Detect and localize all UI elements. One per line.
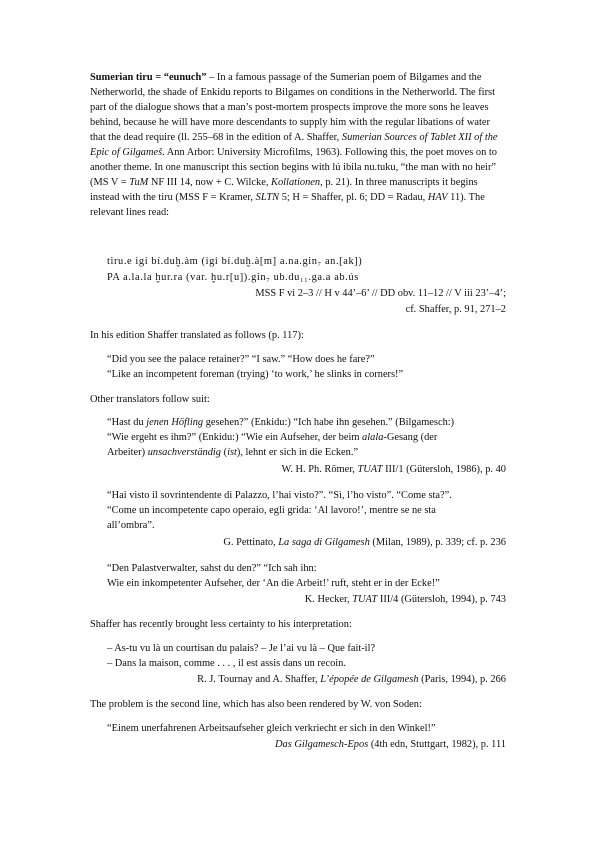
transliteration-line-1: tiru.e igi bí.duḫ.àm (igi bí.duḫ.à[m] a.na.gin₇ an.[ak]) [107, 256, 363, 267]
intro-text: – In a famous passage of the Sumerian poem of Bilgames and the Netherworld, the shade of Enkidu reports to Bilgames on conditions in the Netherworld. The first part of the dialogue shows that a man’s post-mortem prospects improve the more sons he leaves behind, because he will have more descendants to supply him with the regular libations of water that the dead require (ll. 255–68 in the edition of A. Shaffer, [90, 72, 495, 143]
tournay-quote-line-2: – Dans la maison, comme . . . , il est assis dans un recoin. [107, 658, 346, 669]
intro-text: , p. 21). In three manuscripts it begins instead with the tiru (MSS F = Kramer, [90, 177, 478, 203]
intro-abbrev-italic: TuM [129, 177, 149, 188]
intro-abbrev-italic: SLTN [255, 192, 280, 203]
intro-abbrev-italic: Kollationen [271, 177, 321, 188]
intro-paragraph [90, 70, 506, 220]
intro-text: . Ann Arbor: University Microfilms, 1963). Following this, the poet moves on to another theme. In one manuscript this section begins with lú ibila nu.tuku, “the man with no heir” (MS V = [90, 147, 497, 188]
pettinato-quote-line-1: “Hai visto il sovrintendente di Palazzo, l’hai visto?”. “Sì, l’ho visto”. “Come sta?”. [107, 490, 452, 501]
tournay-citation: R. J. Tournay and A. Shaffer, L’épopée de Gilgamesh (Paris, 1994), p. 266 [197, 674, 506, 685]
transliteration-line-2: PA a.la.la ḫur.ra (var. ḫu.r[u]).gin₇ ub.du₁₁.ga.a ab.ús [107, 272, 359, 283]
shaffer-quote-line-1: “Did you see the palace retainer?” “I saw.” “How does he fare?” [107, 354, 375, 365]
tournay-quote-line-1: – As-tu vu là un courtisan du palais? – Je l’ai vu là – Que fait-il? [107, 643, 376, 654]
romer-quote-line-2: “Wie ergeht es ihm?” (Enkidu:) “Wie ein Aufseher, der beim alala-Gesang (der [107, 432, 438, 443]
hecker-quote-line-1: “Den Palastverwalter, sahst du den?” “Ich sah ihn: [107, 563, 317, 574]
entry-heading: Sumerian tiru = “eunuch” [90, 72, 207, 83]
pettinato-quote-line-2: “Come un incompetente capo operaio, egli grida: ‘Al lavoro!’, mentre se ne sta [107, 505, 436, 516]
manuscript-reference: MSS F vi 2–3 // H v 44’–6’ // DD obv. 11–12 // V iii 23’–4’; [255, 288, 506, 299]
intro-text: 5; H = Shaffer, pl. 6; DD = Radau, [279, 192, 428, 203]
hecker-citation: K. Hecker, TUAT III/4 (Gütersloh, 1994), p. 743 [304, 594, 506, 605]
manuscript-reference-cf: cf. Shaffer, p. 91, 271–2 [405, 304, 506, 315]
intro-title-italic: Sumerian Sources of Tablet XII of the Epic of Gilgameš [90, 132, 498, 158]
pettinato-quote-line-3: all’ombra”. [107, 520, 155, 531]
romer-quote-line-3: Arbeiter) unsachverständig (ist), lehnt er sich in die Ecken.” [107, 447, 359, 458]
intro-text: NF III 14, now + C. Wilcke, [148, 177, 272, 188]
soden-citation: Das Gilgamesch-Epos (4th edn, Stuttgart, 1982), p. 111 [275, 739, 506, 750]
shaffer-intro: In his edition Shaffer translated as follows (p. 117): [90, 330, 304, 341]
intro-text: 11). The relevant lines read: [90, 192, 485, 218]
romer-citation: W. H. Ph. Römer, TUAT III/1 (Gütersloh, 1986), p. 40 [281, 464, 506, 475]
shaffer-recent-intro: Shaffer has recently brought less certainty to his interpretation: [90, 619, 352, 630]
romer-quote-line-1: “Hast du jenen Höfling gesehen?” (Enkidu:) “Ich habe ihn gesehen.” (Bilgamesch:) [107, 417, 455, 428]
hecker-quote-line-2: Wie ein inkompetenter Aufseher, der ‘An die Arbeit!’ ruft, steht er in der Ecke!” [107, 578, 440, 589]
problem-paragraph: The problem is the second line, which has also been rendered by W. von Soden: [90, 699, 422, 710]
pettinato-citation: G. Pettinato, La saga di Gilgamesh (Milan, 1989), p. 339; cf. p. 236 [223, 537, 506, 548]
shaffer-quote-line-2: “Like an incompetent foreman (trying) ‘to work,’ he slinks in corners!” [107, 369, 404, 380]
other-translators-intro: Other translators follow suit: [90, 394, 210, 405]
intro-abbrev-italic: HAV [427, 192, 448, 203]
soden-quote: “Einem unerfahrenen Arbeitsaufseher gleich verkriecht er sich in den Winkel!” [107, 723, 436, 734]
